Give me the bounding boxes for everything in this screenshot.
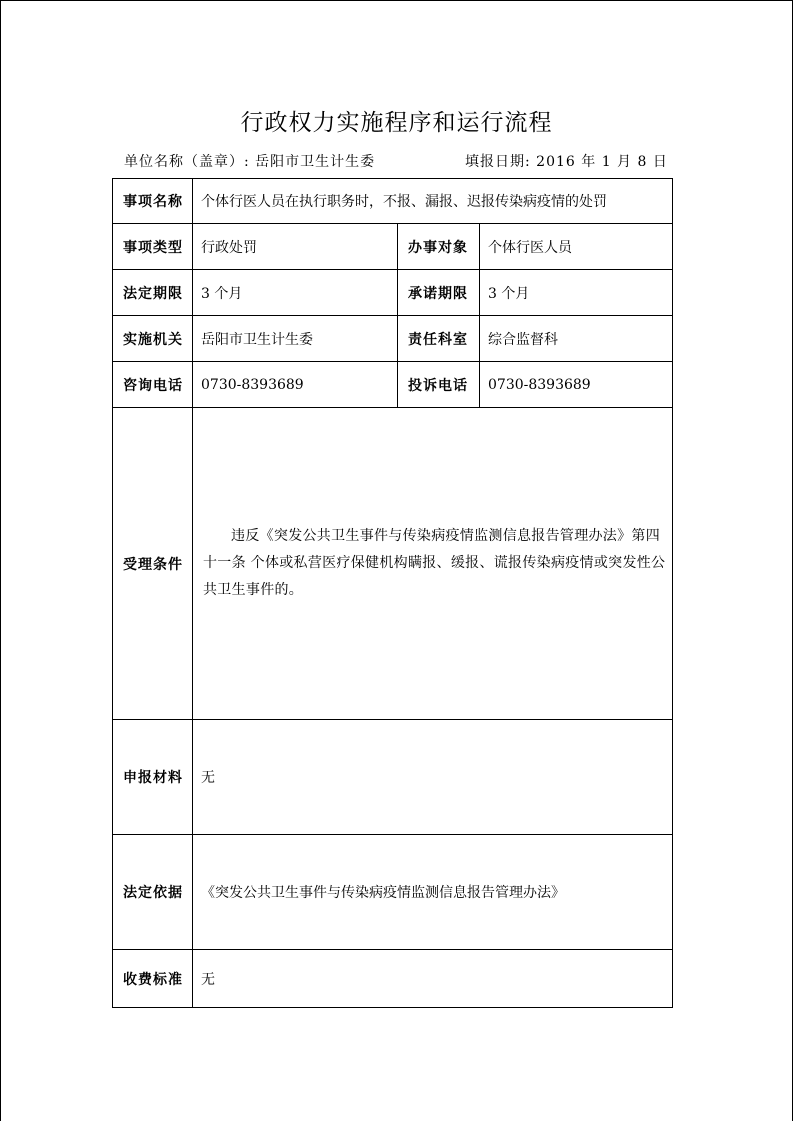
table-row [113,720,673,835]
table-row [113,835,673,950]
unit-info [124,151,375,171]
consult-phone-value: 0730-8393689 [193,362,398,408]
conditions-value: 违反《突发公共卫生事件与传染病疫情监测信息报告管理办法》第四十一条 个体或私营医疗保健机构瞒报、缓报、谎报传染病疫情或突发性公共卫生事件的。 [203,528,666,598]
table-row [113,316,673,362]
table-row [113,408,673,720]
table-row [113,179,673,224]
department-value: 综合监督科 [480,316,673,362]
fee-standard-label: 收费标准 [113,950,193,1008]
materials-label: 申报材料 [113,720,193,835]
conditions-label: 受理条件 [113,408,193,720]
unit-label: 单位名称（盖章）: [124,154,250,170]
complaint-phone-label: 投诉电话 [398,362,480,408]
legal-basis-value: 《突发公共卫生事件与传染病疫情监测信息报告管理办法》 [193,835,673,950]
target-label: 办事对象 [398,224,480,270]
agency-label: 实施机关 [113,316,193,362]
conditions-cell [193,408,673,720]
item-type-label: 事项类型 [113,224,193,270]
materials-value: 无 [193,720,673,835]
item-name-value: 个体行医人员在执行职务时，不报、漏报、迟报传染病疫情的处罚 [193,179,673,224]
consult-phone-label: 咨询电话 [113,362,193,408]
info-table [112,178,673,1008]
table-row [113,270,673,316]
item-name-label: 事项名称 [113,179,193,224]
table-row [113,362,673,408]
table-row [113,224,673,270]
fee-standard-value: 无 [193,950,673,1008]
table-row [113,950,673,1008]
unit-value: 岳阳市卫生计生委 [255,154,376,170]
target-value: 个体行医人员 [480,224,673,270]
promise-limit-label: 承诺期限 [398,270,480,316]
complaint-phone-value: 0730-8393689 [480,362,673,408]
promise-limit-value: 3 个月 [480,270,673,316]
agency-value: 岳阳市卫生计生委 [193,316,398,362]
date-info [465,151,668,171]
department-label: 责任科室 [398,316,480,362]
legal-basis-label: 法定依据 [113,835,193,950]
legal-limit-value: 3 个月 [193,270,398,316]
legal-limit-label: 法定期限 [113,270,193,316]
date-label: 填报日期: [465,154,531,170]
date-value: 2016 年 1 月 8 日 [536,154,668,170]
item-type-value: 行政处罚 [193,224,398,270]
page-title: 行政权力实施程序和运行流程 [240,110,553,136]
